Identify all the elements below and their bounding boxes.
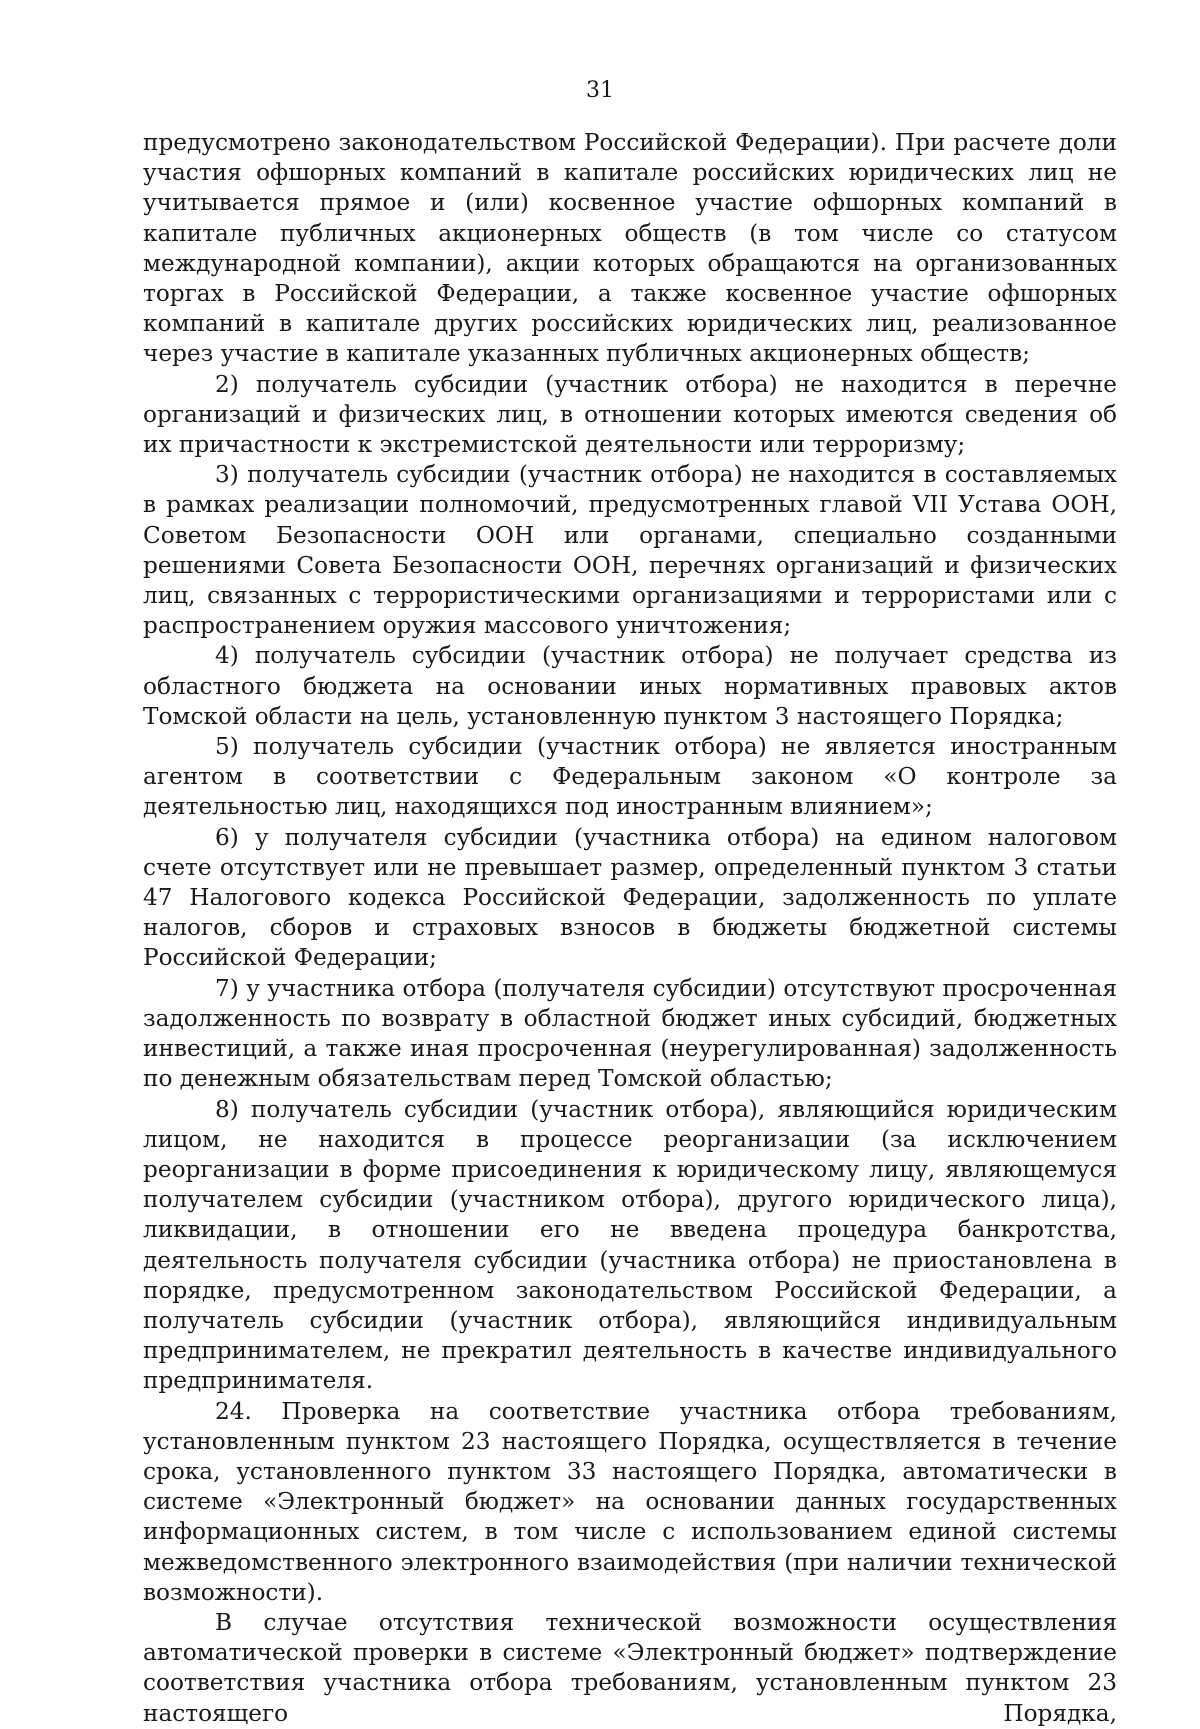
list-item-5: 5) получатель субсидии (участник отбора) не является иностранным агентом в соответствии с Федеральным законом «О контроле за деятельностью лиц, находящихся под иностранным влиянием»; <box>143 733 1117 821</box>
list-item-2: 2) получатель субсидии (участник отбора) не находится в перечне организаций и физических лиц, в отношении которых имеются сведения об их причастности к экстремистской деятельности или терроризму; <box>143 370 1117 459</box>
paragraph-continuation: предусмотрено законодательством Российской Федерации). При расчете доли участия офшорных компаний в капитале российских юридических лиц не учитывается прямое и (или) косвенное участие офшорных компаний в капитале публичных акционерных обществ (в том числе со статусом международной компании), акции которых обращаются на организованных торгах в Российской Федерации, а также косвенное участие офшорных компаний в капитале других российских юридических лиц, реализованное через участие в капитале указанных публичных акционерных обществ; <box>143 129 1117 368</box>
list-item-6: 6) у получателя субсидии (участника отбора) на едином налоговом счете отсутствует или не превышает размер, определенный пунктом 3 статьи 47 Налогового кодекса Российской Федерации, задолженность по уплате налогов, сборов и страховых взносов в бюджеты бюджетной системы Российской Федерации; <box>143 823 1117 972</box>
list-item-3: 3) получатель субсидии (участник отбора) не находится в составляемых в рамках реализации полномочий, предусмотренных главой VII Устава ООН, Советом Безопасности ООН или органами, специально созданными решениями Совета Безопасности ООН, перечнях организаций и физических лиц, связанных с террористическими организациями и террористами или с распространением оружия массового уничтожения; <box>143 461 1117 640</box>
document-body <box>143 128 1117 1729</box>
list-item-8: 8) получатель субсидии (участник отбора), являющийся юридическим лицом, не находится в процессе реорганизации (за исключением реорганизации в форме присоединения к юридическому лицу, являющемуся получателем субсидии (участником отбора), другого юридического лица), ликвидации, в отношении его не введена процедура банкротства, деятельность получателя субсидии (участника отбора) не приостановлена в порядке, предусмотренном законодательством Российской Федерации, а получатель субсидии (участник отбора), являющийся индивидуальным предпринимателем, не прекратил деятельность в качестве индивидуального предпринимателя. <box>143 1095 1117 1395</box>
paragraph-technical-check: В случае отсутствия технической возможности осуществления автоматической проверки в системе «Электронный бюджет» подтверждение соответствия участника отбора требованиям, установленным пунктом 23 настоящего Порядка, <box>143 1608 1117 1727</box>
list-item-7: 7) у участника отбора (получателя субсидии) отсутствуют просроченная задолженность по возврату в областной бюджет иных субсидий, бюджетных инвестиций, а также иная просроченная (неурегулированная) задолженность по денежным обязательствам перед Томской областью; <box>143 974 1117 1093</box>
page-number: 31 <box>586 78 614 103</box>
list-item-4: 4) получатель субсидии (участник отбора) не получает средства из областного бюджета на основании иных нормативных правовых актов Томской области на цель, установленную пунктом 3 настоящего Порядка; <box>143 642 1117 730</box>
section-24-paragraph: 24. Проверка на соответствие участника отбора требованиям, установленным пунктом 23 настоящего Порядка, осуществляется в течение срока, установленного пунктом 33 настоящего Порядка, автоматически в системе «Электронный бюджет» на основании данных государственных информационных систем, в том числе с использованием единой системы межведомственного электронного взаимодействия (при наличии технической возможности). <box>143 1397 1117 1606</box>
